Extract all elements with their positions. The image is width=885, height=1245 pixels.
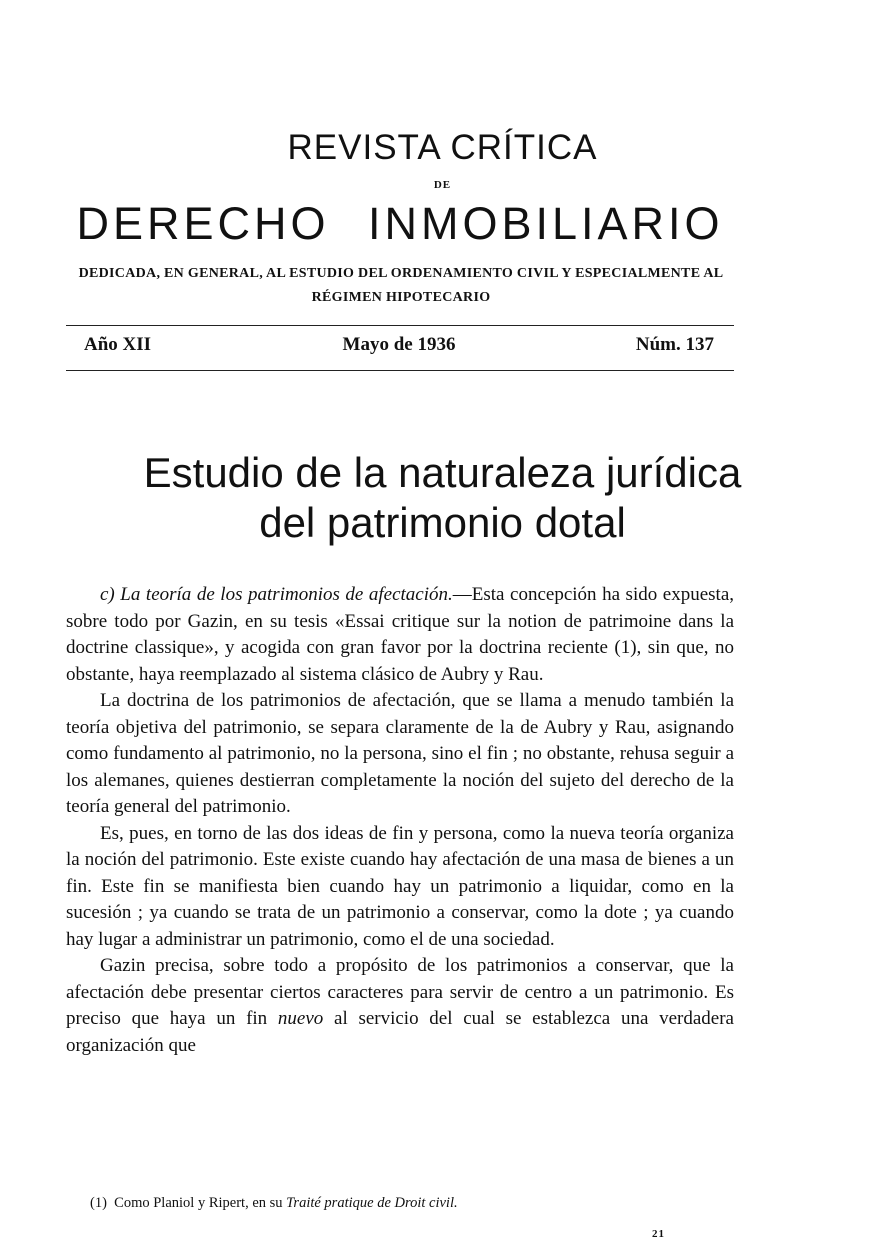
page-number: 21 <box>652 1228 665 1240</box>
header-rule-bottom <box>66 370 734 371</box>
article-title <box>40 448 845 548</box>
footnote-text: Como Planiol y Ripert, en su <box>114 1195 287 1211</box>
article-title-line-1: Estudio de la naturaleza jurídica <box>143 449 742 496</box>
footnote-cited-work: Traité pratique de Droit civil. <box>286 1195 458 1211</box>
body-paragraph: Es, pues, en torno de las dos ideas de fin y persona, como la nueva teoría organiza la noción del patrimonio. Este existe cuando hay afectación de una masa de bienes a un fin. Este fin se manifiesta bien cuando hay un patrimonio a liquidar, como en la sucesión ; ya cuando se trata de un patrimonio a conservar, como la dote ; ya cuando hay lugar a administrar un patrimonio, como el de una sociedad. <box>66 822 734 950</box>
paragraph-text: al servicio del cual se establezca una verdadera organización que <box>66 1008 734 1056</box>
footnote-marker: (1) <box>90 1195 107 1211</box>
body-paragraph <box>66 953 734 1059</box>
issue-date: Mayo de 1936 <box>342 334 456 355</box>
issue-year: Año XII <box>84 334 152 355</box>
article-body <box>66 582 734 1059</box>
journal-title-connector: DE <box>433 179 452 191</box>
paragraph-text: Gazin precisa, sobre todo a propósito de los patrimonios a conservar, que la afectación debe presentar ciertos caracteres para servir de centro a un patrimonio. Es preciso que haya un fin <box>66 955 734 1029</box>
footnote <box>90 1195 730 1212</box>
section-heading: c) La teoría de los patrimonios de afectación. <box>100 584 453 605</box>
issue-number: Núm. 137 <box>635 334 714 355</box>
body-paragraph: La doctrina de los patrimonios de afectación, que se llama a menudo también la teoría objetiva del patrimonio, se separa claramente de la de Aubry y Rau, asignando como fundamento al patrimonio, no la persona, sino el fin ; no obstante, rehusa seguir a los alemanes, quienes destierran completamente la noción del sujeto del derecho de la teoría general del patrimonio. <box>66 690 734 817</box>
journal-dedication: DEDICADA, EN GENERAL, AL ESTUDIO DEL ORDENAMIENTO CIVIL Y ESPECIALMENTE AL RÉGIMEN HIPOTECARIO <box>78 266 724 305</box>
article-title-line-2: del patrimonio dotal <box>259 499 626 546</box>
body-paragraph <box>66 582 734 688</box>
journal-subtitle: DERECHO INMOBILIARIO <box>76 198 724 249</box>
paragraph-text: —Esta concepción ha sido expuesta, sobre todo por Gazin, en su tesis «Essai critique sur la notion de patrimoine dans la doctrine classique», y acogida con gran favor por la doctrina reciente (1), sin que, no obstante, haya reemplazado al sistema clásico de Aubry y Rau. <box>66 584 734 685</box>
header-rule-top <box>66 325 734 326</box>
emphasized-word: nuevo <box>277 1008 324 1029</box>
journal-title: REVISTA CRÍTICA <box>287 128 598 167</box>
